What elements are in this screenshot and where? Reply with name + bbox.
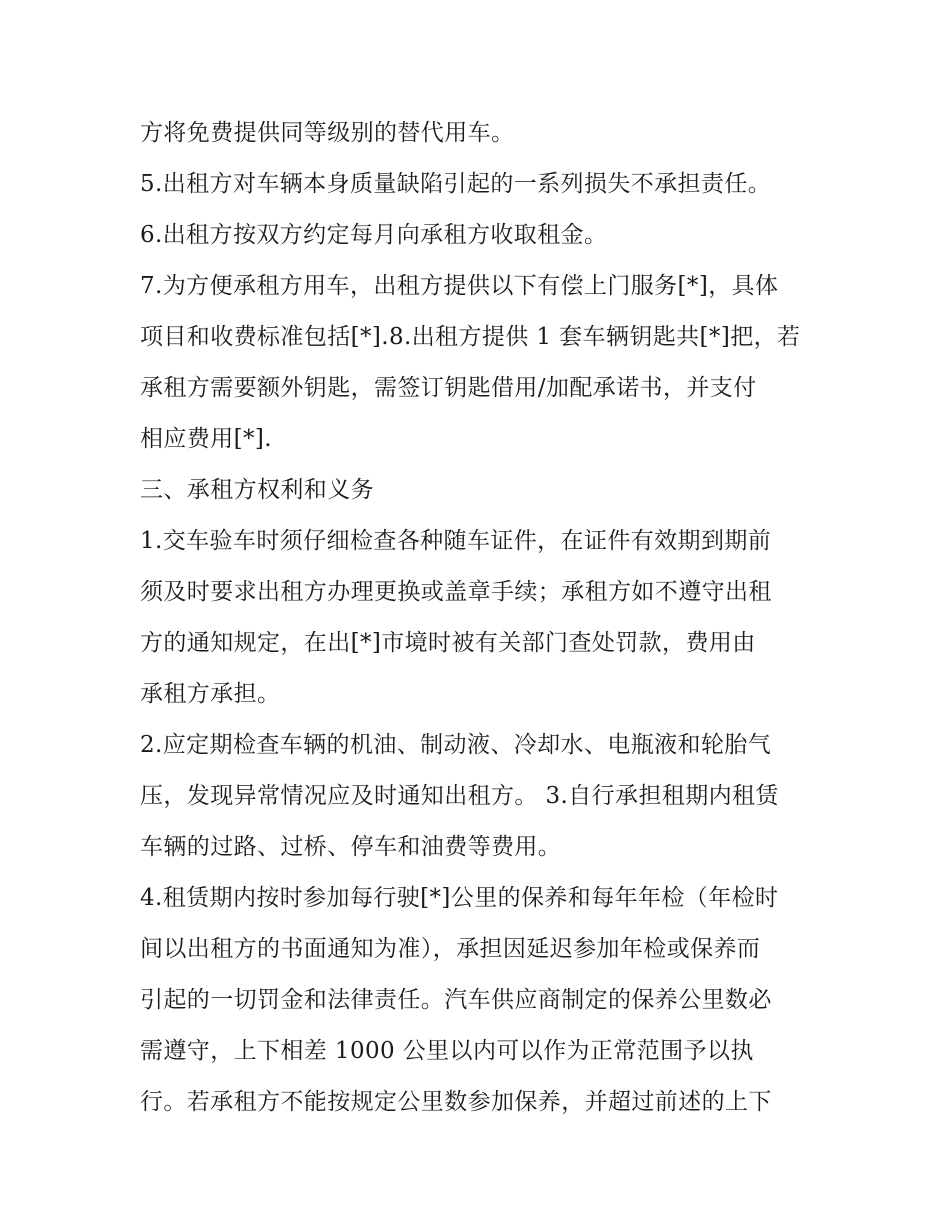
text-line: 车辆的过路、过桥、停车和油费等费用。 <box>140 834 562 860</box>
text-line: 方将免费提供同等级别的替代用车。 <box>140 120 515 146</box>
text-line: 引起的一切罚金和法律责任。汽车供应商制定的保养公里数必 <box>140 987 772 1013</box>
text-line: 承租方承担。 <box>140 681 281 707</box>
text-line: 须及时要求出租方办理更换或盖章手续；承租方如不遵守出租 <box>140 579 772 605</box>
section-heading: 三、承租方权利和义务 <box>140 477 374 503</box>
text-line: 7.为方便承租方用车，出租方提供以下有偿上门服务[*]，具体 <box>140 273 779 299</box>
text-line: 相应费用[*]. <box>140 426 272 452</box>
text-line: 1.交车验车时须仔细检查各种随车证件，在证件有效期到期前 <box>140 528 772 554</box>
text-line: 方的通知规定，在出[*]市境时被有关部门查处罚款，费用由 <box>140 630 756 656</box>
text-line: 行。若承租方不能按规定公里数参加保养，并超过前述的上下 <box>140 1089 772 1115</box>
text-line: 压，发现异常情况应及时通知出租方。 3.自行承担租期内租赁 <box>140 783 779 809</box>
text-line: 2.应定期检查车辆的机油、制动液、冷却水、电瓶液和轮胎气 <box>140 732 772 758</box>
text-line: 需遵守，上下相差 1000 公里以内可以作为正常范围予以执 <box>140 1038 754 1064</box>
text-line: 4.租赁期内按时参加每行驶[*]公里的保养和每年年检（年检时 <box>140 885 779 911</box>
text-line: 承租方需要额外钥匙，需签订钥匙借用/加配承诺书，并支付 <box>140 375 757 401</box>
text-line: 项目和收费标准包括[*].8.出租方提供 1 套车辆钥匙共[*]把，若 <box>140 324 801 350</box>
text-line: 6.出租方按双方约定每月向承租方收取租金。 <box>140 222 608 248</box>
text-line: 间以出租方的书面通知为准），承担因延迟参加年检或保养而 <box>140 936 761 962</box>
document-body <box>140 108 820 1128</box>
text-line: 5.出租方对车辆本身质量缺陷引起的一系列损失不承担责任。 <box>140 171 772 197</box>
